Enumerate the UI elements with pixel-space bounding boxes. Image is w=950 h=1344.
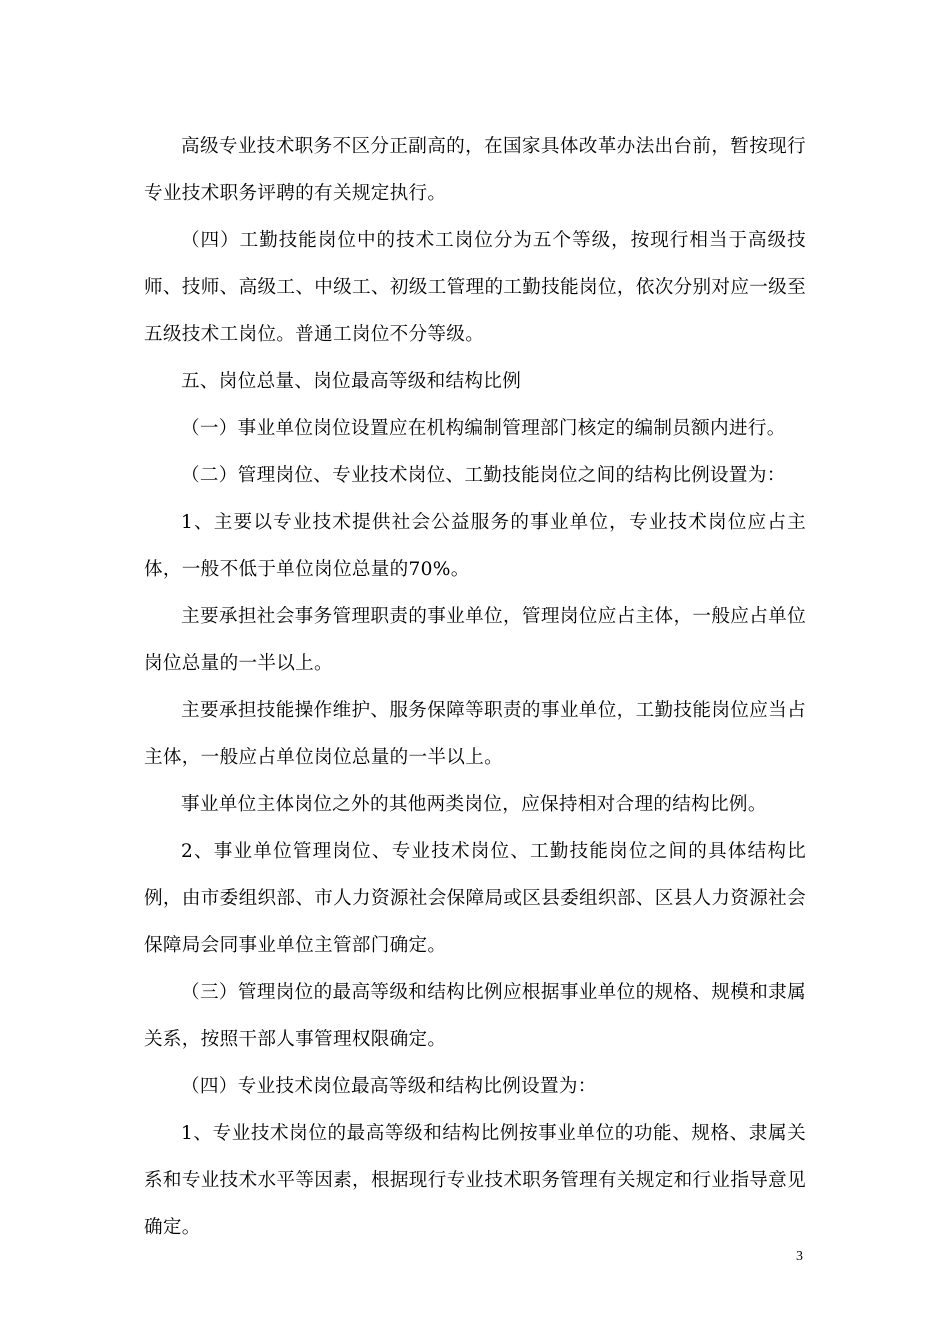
paragraph: 主要承担社会事务管理职责的事业单位，管理岗位应占主体，一般应占单位岗位总量的一半以上。 bbox=[144, 606, 806, 674]
paragraph: （三）管理岗位的最高等级和结构比例应根据事业单位的规格、规模和隶属关系，按照干部人事管理权限确定。 bbox=[144, 982, 806, 1050]
paragraph: 高级专业技术职务不区分正副高的，在国家具体改革办法出台前，暂按现行专业技术职务评聘的有关规定执行。 bbox=[144, 136, 806, 204]
paragraph: 事业单位主体岗位之外的其他两类岗位，应保持相对合理的结构比例。 bbox=[181, 794, 767, 815]
paragraph: 主要承担技能操作维护、服务保障等职责的事业单位，工勤技能岗位应当占主体，一般应占单位岗位总量的一半以上。 bbox=[144, 700, 806, 768]
paragraph: 1、主要以专业技术提供社会公益服务的事业单位，专业技术岗位应占主体，一般不低于单位岗位总量的70%。 bbox=[144, 512, 806, 580]
paragraph: （四）工勤技能岗位中的技术工岗位分为五个等级，按现行相当于高级技师、技师、高级工、中级工、初级工管理的工勤技能岗位，依次分别对应一级至五级技术工岗位。普通工岗位不分等级。 bbox=[144, 230, 806, 345]
paragraph: 1、专业技术岗位的最高等级和结构比例按事业单位的功能、规格、隶属关系和专业技术水平等因素，根据现行专业技术职务管理有关规定和行业指导意见确定。 bbox=[144, 1123, 806, 1238]
document-body bbox=[144, 123, 806, 1251]
paragraph: （二）管理岗位、专业技术岗位、工勤技能岗位之间的结构比例设置为： bbox=[181, 465, 786, 486]
paragraph: （一）事业单位岗位设置应在机构编制管理部门核定的编制员额内进行。 bbox=[181, 418, 786, 439]
paragraph: （四）专业技术岗位最高等级和结构比例设置为： bbox=[181, 1076, 597, 1097]
section-heading: 五、岗位总量、岗位最高等级和结构比例 bbox=[181, 371, 522, 392]
page-number: 3 bbox=[796, 1249, 803, 1264]
paragraph: 2、事业单位管理岗位、专业技术岗位、工勤技能岗位之间的具体结构比例，由市委组织部、市人力资源社会保障局或区县委组织部、区县人力资源社会保障局会同事业单位主管部门确定。 bbox=[144, 841, 806, 956]
